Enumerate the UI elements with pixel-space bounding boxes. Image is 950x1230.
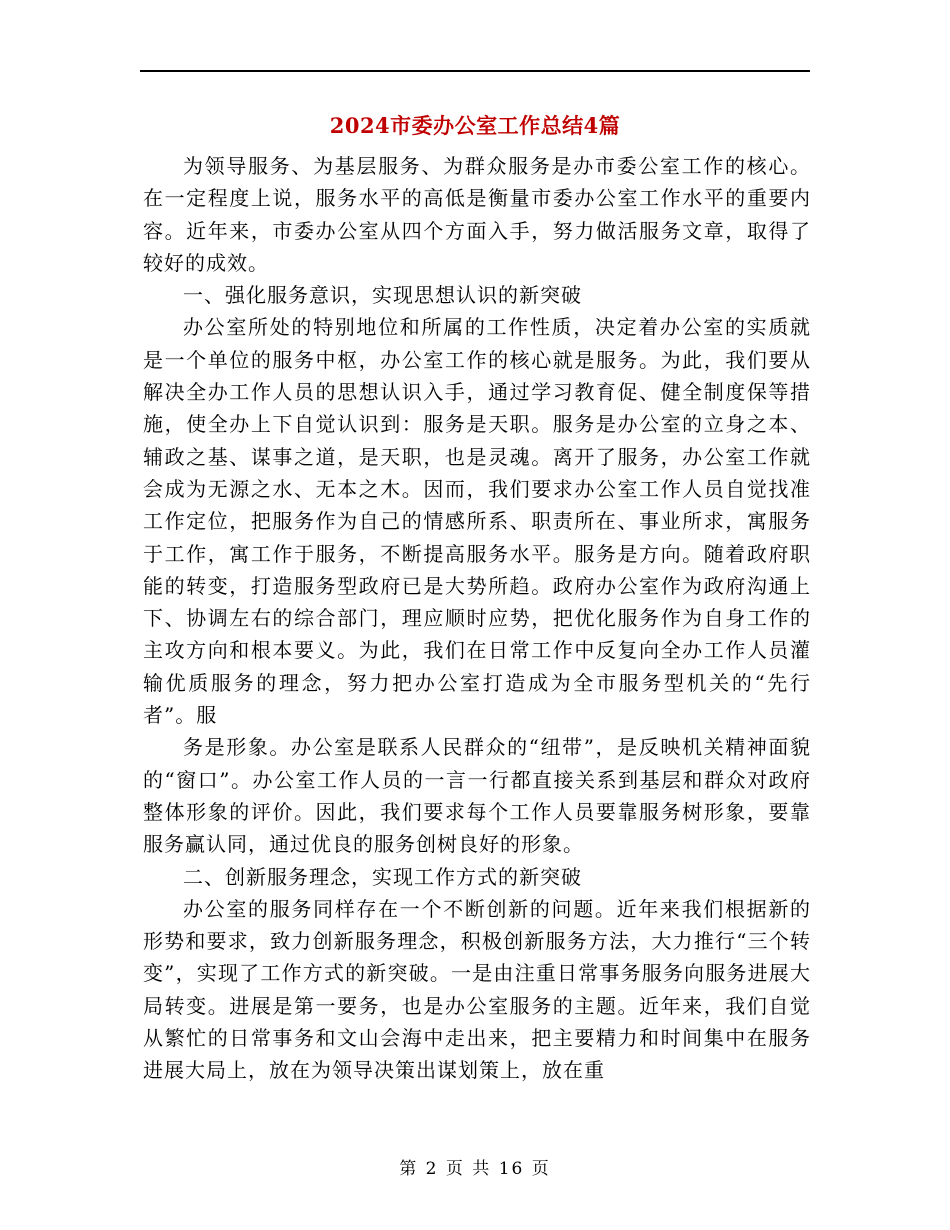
paragraph: 办公室所处的特别地位和所属的工作性质，决定着办公室的实质就是一个单位的服务中枢，办公室工作的核心就是服务。为此，我们要从解决全办工作人员的思想认识入手，通过学习教育促、健全制度保等措施，使全办上下自觉认识到：服务是天职。服务是办公室的立身之本、辅政之基、谋事之道，是天职，也是灵魂。离开了服务，办公室工作就会成为无源之水、无本之木。因而，我们要求办公室工作人员自觉找准工作定位，把服务作为自己的情感所系、职责所在、事业所求，寓服务于工作，寓工作于服务，不断提高服务水平。服务是方向。随着政府职能的转变，打造服务型政府已是大势所趋。政府办公室作为政府沟通上下、协调左右的综合部门，理应顺时应势，把优化服务作为自身工作的主攻方向和根本要义。为此，我们在日常工作中反复向全办工作人员灌输优质服务的理念，努力把办公室打造成为全市服务型机关的“先行者”。服 — [143, 315, 811, 728]
paragraph-intro: 为领导服务、为基层服务、为群众服务是办市委公室工作的核心。在一定程度上说，服务水平的高低是衡量市委办公室工作水平的重要内容。近年来，市委办公室从四个方面入手，努力做活服务文章，取得了较好的成效。 — [143, 154, 811, 275]
document-title: 2024市委办公室工作总结4篇 — [329, 113, 621, 138]
document-body — [143, 150, 811, 1087]
paragraph: 务是形象。办公室是联系人民群众的“纽带”，是反映机关精神面貌的“窗口”。办公室工作人员的一言一行都直接关系到基层和群众对政府整体形象的评价。因此，我们要求每个工作人员要靠服务树形象，要靠服务赢认同，通过优良的服务创树良好的形象。 — [143, 735, 811, 857]
header-rule — [140, 70, 810, 72]
section-heading-2: 二、创新服务理念，实现工作方式的新突破 — [183, 864, 582, 889]
section-heading-1: 一、强化服务意识，实现思想认识的新突破 — [183, 283, 582, 308]
paragraph: 办公室的服务同样存在一个不断创新的问题。近年来我们根据新的形势和要求，致力创新服务理念，积极创新服务方法，大力推行“三个转变”，实现了工作方式的新突破。一是由注重日常事务服务向服务进展大局转变。进展是第一要务，也是办公室服务的主题。近年来，我们自觉从繁忙的日常事务和文山会海中走出来，把主要精力和时间集中在服务进展大局上，放在为领导决策出谋划策上，放在重 — [143, 896, 811, 1083]
page-number: 第 2 页 共 16 页 — [399, 1159, 551, 1179]
